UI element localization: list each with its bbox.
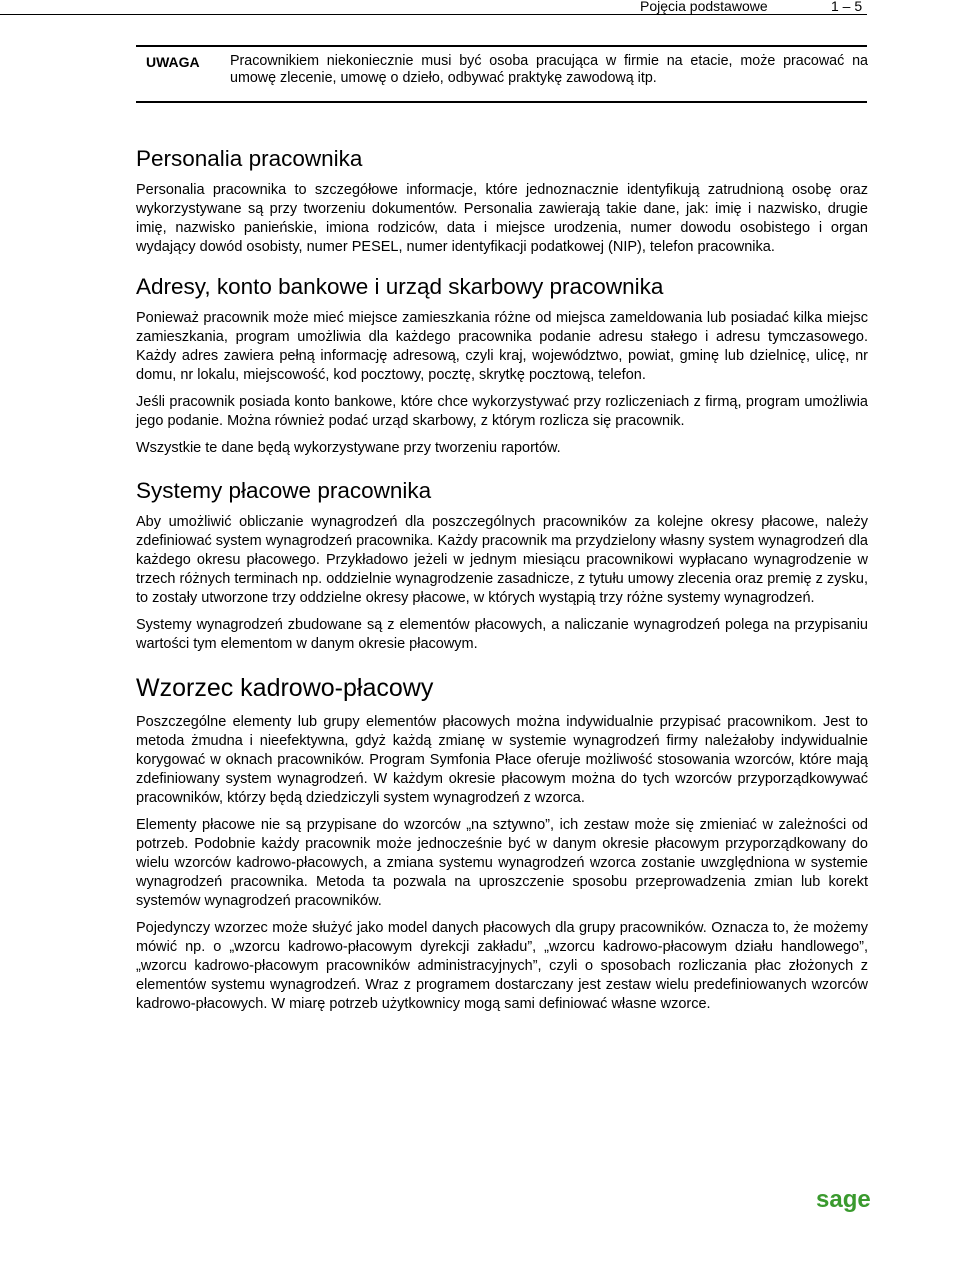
page-content — [136, 146, 868, 1014]
page-header — [0, 0, 960, 16]
sage-logo — [816, 1186, 870, 1214]
paragraph: Personalia pracownika to szczegółowe informacje, które jednoznacznie identyfikują zatrudnioną osobę oraz wykorzystywane są przy tworzeniu dokumentów. Personalia zawierają takie dane, jak: imię i nazwisko, drugie imię, nazwisko panieńskie, imiona rodziców, data i miejsce urodzenia, numer dowodu osobistego i organ wydający dowód osobisty, numer PESEL, numer identyfikacji podatkowej (NIP), telefon pracownika. — [136, 182, 868, 255]
section-heading: Systemy płacowe pracownika — [136, 478, 432, 503]
note-text: Pracownikiem niekoniecznie musi być osoba pracująca w firmie na etacie, może pracować na umowę zlecenie, umowę o dzieło, odbywać praktykę zawodową itp. — [230, 53, 868, 86]
sage-logo-text: sage — [816, 1186, 870, 1213]
header-chapter-title: Pojęcia podstawowe — [640, 0, 768, 14]
paragraph: Pojedynczy wzorzec może służyć jako model danych płacowych dla grupy pracowników. Oznacza to, że możemy mówić np. o „wzorcu kadrowo-płacowym dyrekcji zakładu”, „wzorcu kadrowo-płacowym działu handlowego”, „wzorcu kadrowo-płacowym pracowników administracyjnych”, czyli o sposobach rozliczania płac złożonych z elementów systemu wynagrodzeń. Wraz z programem dostarczany jest zestaw wielu predefiniowanych wzorców kadrowo-płacowych. W miarę potrzeb użytkownicy mogą sami definiować własne wzorce. — [136, 920, 868, 1012]
section-heading: Wzorzec kadrowo-płacowy — [136, 674, 434, 702]
paragraph: Poszczególne elementy lub grupy elementów płacowych można indywidualnie przypisać pracownikom. Jest to metoda żmudna i nieefektywna, gdyż każdą zmianę w systemie wynagrodzeń firmy należałoby indywidualnie korygować w oknach pracowników. Program Symfonia Płace oferuje możliwość stosowania wzorców, które mają zdefiniowany system wynagrodzeń. W każdym okresie płacowym można do tych wzorców przyporządkowywać pracowników, którzy będą dziedziczyli system wynagrodzeń z wzorca. — [136, 714, 868, 806]
note-rule-bottom — [136, 101, 867, 103]
sage-logo-mark — [816, 1186, 870, 1214]
note-label: UWAGA — [146, 54, 200, 70]
header-page-number: 1 – 5 — [831, 0, 863, 14]
section-wzorzec — [136, 674, 868, 1014]
paragraph: Elementy płacowe nie są przypisane do wzorców „na sztywno”, ich zestaw może się zmieniać w zależności od potrzeb. Podobnie każdy pracownik może jednocześnie być w danym okresie płacowym przyporządkowany do wielu wzorców kadrowo-płacowych, a zmiana systemu wynagrodzeń wzorca zostanie uwzględniona w systemie wynagrodzeń pracownika. Metoda ta pozwala na uproszczenie sposobu przeprowadzenia zmian lub korekt systemów wynagrodzeń pracowników. — [136, 817, 868, 909]
section-adresy — [136, 274, 868, 458]
section-heading: Personalia pracownika — [136, 146, 363, 171]
paragraph: Systemy wynagrodzeń zbudowane są z elementów płacowych, a naliczanie wynagrodzeń polega na przypisaniu wartości tym elementom w danym okresie płacowym. — [136, 617, 868, 652]
paragraph: Jeśli pracownik posiada konto bankowe, które chce wykorzystywać przy rozliczeniach z firmą, program umożliwia jego podanie. Można również podać urząd skarbowy, z którym rozlicza się pracownik. — [136, 394, 868, 429]
note-box — [136, 45, 867, 101]
note-rule-top — [136, 45, 867, 47]
header-rule — [0, 14, 867, 15]
section-systemy — [136, 478, 868, 654]
paragraph: Wszystkie te dane będą wykorzystywane przy tworzeniu raportów. — [136, 440, 561, 456]
paragraph: Ponieważ pracownik może mieć miejsce zamieszkania różne od miejsca zameldowania lub posiadać kilka miejsc zamieszkania, program umożliwia dla każdego pracownika podanie adresu stałego i adresu tymczasowego. Każdy adres zawiera pełną informację adresową, czyli kraj, województwo, powiat, gminę lub dzielnicę, ulicę, nr domu, nr lokalu, miejscowość, kod pocztowy, pocztę, skrytkę pocztową, telefon. — [136, 310, 868, 383]
paragraph: Aby umożliwić obliczanie wynagrodzeń dla poszczególnych pracowników za kolejne okresy płacowe, należy zdefiniować system wynagrodzeń pracownika. Każdy pracownik ma przydzielony własny system wynagrodzeń dla każdego okresu płacowego. Przykładowo jeżeli w jednym miesiącu pracownikowi wypłacano wynagrodzenie w trzech różnych terminach np. oddzielnie wynagrodzenie zasadnicze, z tytułu umowy zlecenia oraz premię z zysku, to zostały utworzone trzy oddzielne okresy płacowe, w których wystąpią trzy różne systemy wynagrodzeń. — [136, 514, 868, 606]
section-personalia — [136, 146, 868, 257]
section-heading: Adresy, konto bankowe i urząd skarbowy pracownika — [136, 274, 664, 299]
